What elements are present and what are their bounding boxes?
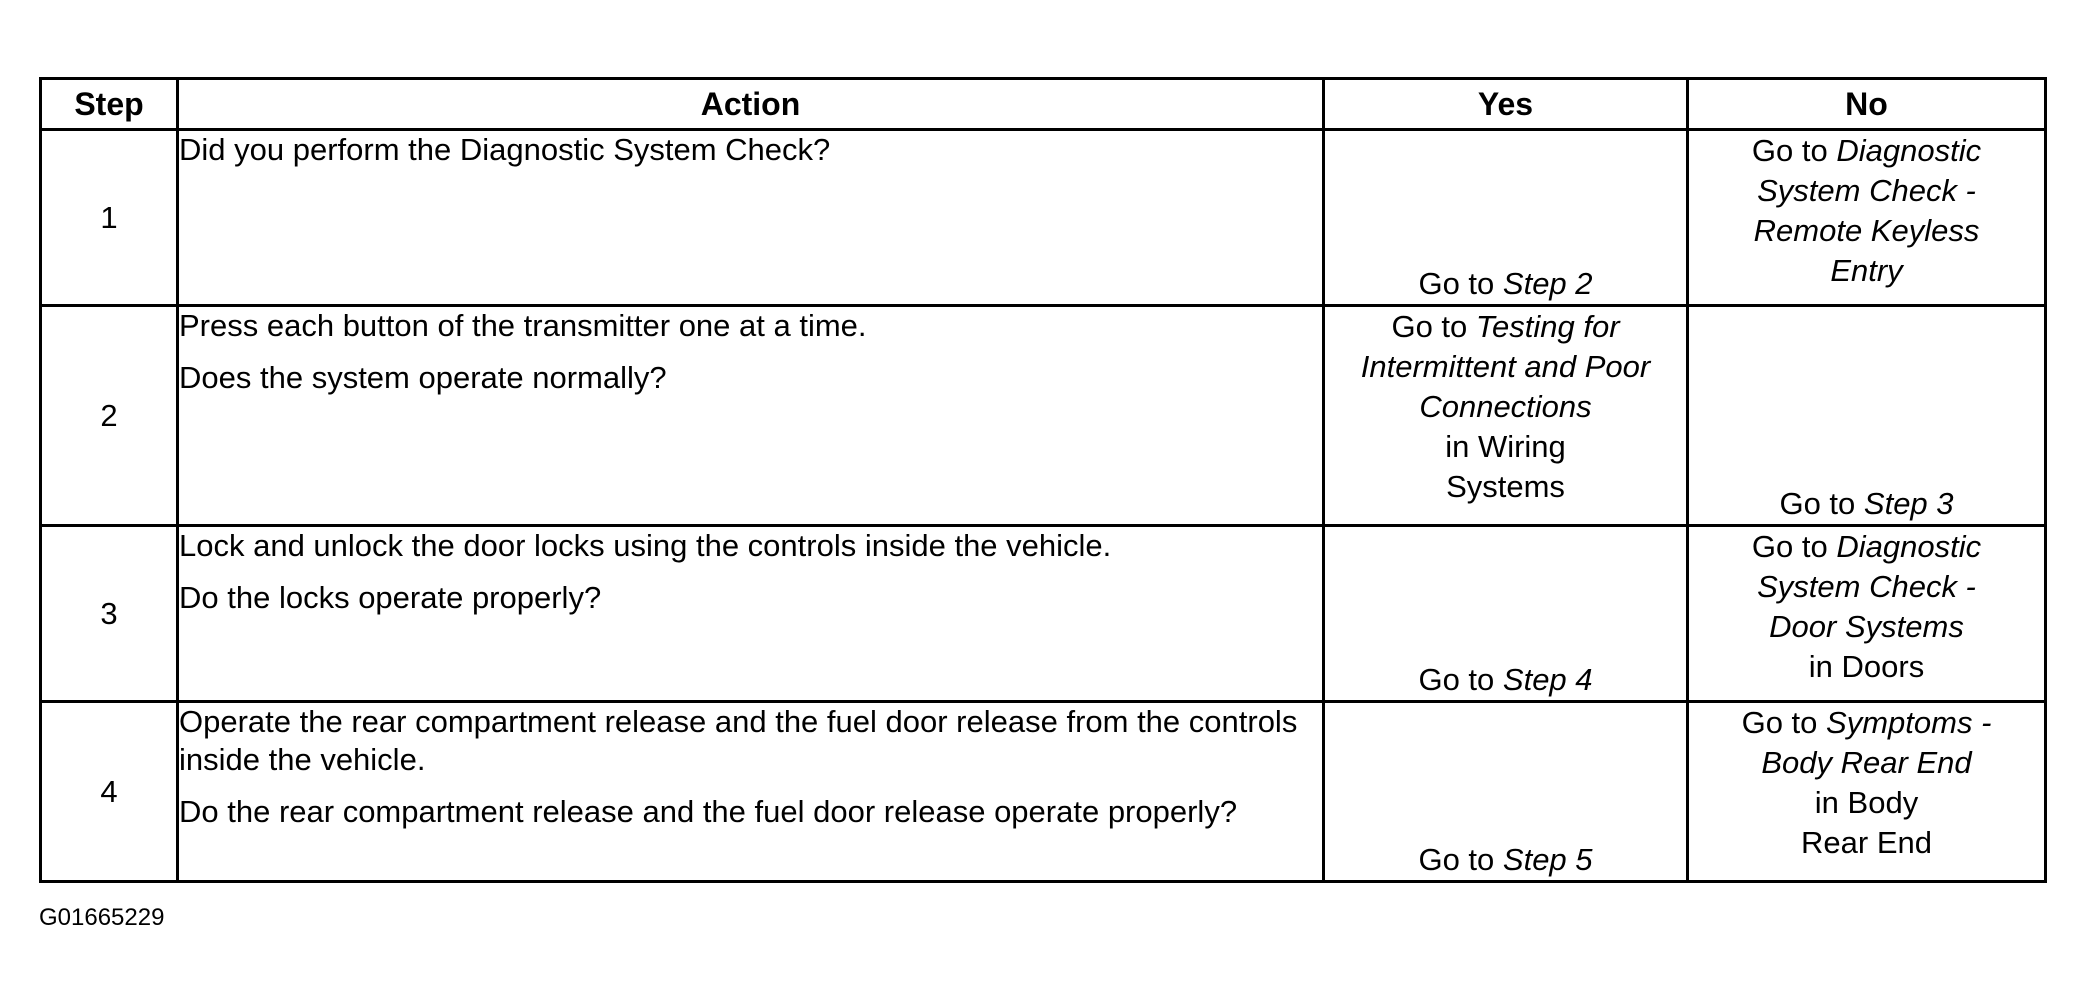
header-step: Step — [41, 79, 178, 130]
no-link-line[interactable]: Body Rear End — [1761, 745, 1972, 780]
yes-cell — [1324, 130, 1688, 306]
table-row — [41, 130, 2046, 306]
action-cell — [178, 306, 1324, 526]
action-cell — [178, 702, 1324, 882]
header-no: No — [1688, 79, 2046, 130]
no-link-line[interactable]: Door Systems — [1769, 609, 1964, 644]
yes-link-line[interactable]: Intermittent and Poor — [1360, 349, 1651, 384]
yes-suffix-line: in Wiring — [1445, 429, 1566, 464]
yes-step-link[interactable]: Step 5 — [1502, 842, 1593, 877]
step-number: 2 — [41, 306, 178, 526]
figure-id: G01665229 — [39, 904, 165, 931]
action-question: Do the rear compartment release and the fuel door release operate properly? — [179, 794, 1238, 829]
yes-step-link[interactable]: Step 2 — [1502, 266, 1593, 301]
yes-cell — [1324, 526, 1688, 702]
no-link-line[interactable]: System Check - — [1757, 569, 1976, 604]
no-suffix-line: Rear End — [1801, 825, 1932, 860]
no-link-line[interactable]: Symptoms - — [1826, 705, 1992, 740]
yes-cell — [1324, 306, 1688, 526]
header-yes: Yes — [1324, 79, 1688, 130]
action-question: Do the locks operate properly? — [179, 580, 602, 615]
header-action: Action — [178, 79, 1324, 130]
header-row — [41, 79, 2046, 130]
yes-link-line[interactable]: Testing for — [1475, 309, 1620, 344]
table-row — [41, 306, 2046, 526]
no-step-link[interactable]: Step 3 — [1863, 486, 1954, 521]
yes-cell — [1324, 702, 1688, 882]
no-link-line[interactable]: Entry — [1830, 253, 1903, 288]
table-row — [41, 526, 2046, 702]
action-text: Lock and unlock the door locks using the controls inside the vehicle. — [179, 528, 1112, 563]
yes-suffix-line: Systems — [1446, 469, 1565, 504]
step-number: 1 — [41, 130, 178, 306]
action-cell — [178, 526, 1324, 702]
yes-prefix: Go to — [1391, 309, 1468, 344]
diagnostic-table — [39, 77, 2047, 883]
no-link-line[interactable]: System Check - — [1757, 173, 1976, 208]
yes-link-line[interactable]: Connections — [1419, 389, 1592, 424]
action-text: Press each button of the transmitter one at a time. — [179, 308, 867, 343]
no-prefix: Go to — [1741, 705, 1818, 740]
no-prefix: Go to — [1751, 133, 1828, 168]
action-text: Operate the rear compartment release and the fuel door release from the controls inside the vehicle. — [179, 704, 1298, 777]
step-number: 3 — [41, 526, 178, 702]
no-suffix-line: in Body — [1814, 785, 1919, 820]
action-text: Did you perform the Diagnostic System Check? — [179, 132, 831, 167]
no-cell — [1688, 702, 2046, 882]
no-cell — [1688, 130, 2046, 306]
table-row — [41, 702, 2046, 882]
yes-prefix: Go to — [1418, 662, 1495, 697]
no-cell — [1688, 526, 2046, 702]
action-cell — [178, 130, 1324, 306]
no-link-line[interactable]: Remote Keyless — [1753, 213, 1980, 248]
no-prefix: Go to — [1751, 529, 1828, 564]
no-link-line[interactable]: Diagnostic — [1836, 529, 1982, 564]
action-question: Does the system operate normally? — [179, 360, 667, 395]
no-prefix: Go to — [1779, 486, 1856, 521]
yes-prefix: Go to — [1418, 842, 1495, 877]
step-number: 4 — [41, 702, 178, 882]
no-link-line[interactable]: Diagnostic — [1836, 133, 1982, 168]
yes-prefix: Go to — [1418, 266, 1495, 301]
yes-step-link[interactable]: Step 4 — [1502, 662, 1593, 697]
no-suffix-line: in Doors — [1808, 649, 1925, 684]
no-cell — [1688, 306, 2046, 526]
